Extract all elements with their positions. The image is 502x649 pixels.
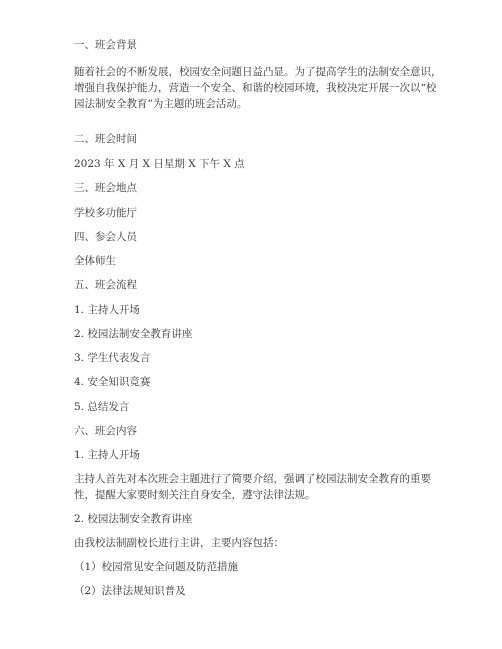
meeting-location: 学校多功能厅 [74,207,137,219]
content-subheading: 2. 校园法制安全教育讲座 [74,513,193,525]
flow-item: 5. 总结发言 [74,401,130,413]
flow-item: 3. 学生代表发言 [74,352,151,364]
flow-item: 4. 安全知识竞赛 [74,376,151,388]
section-heading-flow: 五、班会流程 [74,279,137,291]
paragraph-opening: 主持人首先对本次班会主题进行了简要介绍，强调了校园法制安全教育的重要性，提醒大家要时刻关注自身安全，遵守法律法规。 [74,473,431,501]
meeting-time: 2023 年 X 月 X 日星期 X 下午 X 点 [74,158,245,170]
lecture-item: （1）校园常见安全问题及防范措施 [74,561,239,573]
attendees: 全体师生 [74,255,116,267]
paragraph-background: 随着社会的不断发展，校园安全问题日益凸显。为了提高学生的法制安全意识，增强自我保护能力，营造一个安全、和谐的校园环境，我校决定开展一次以“校园法制安全教育”为主题的班会活动。 [74,66,442,110]
lecture-intro: 由我校法制副校长进行主讲，主要内容包括： [74,537,284,549]
section-heading-content: 六、班会内容 [74,425,137,437]
section-heading-background: 一、班会背景 [74,39,137,51]
lecture-item: （2）法律法规知识普及 [74,585,186,597]
section-heading-time: 二、班会时间 [74,133,137,145]
content-subheading: 1. 主持人开场 [74,449,140,461]
section-heading-attendees: 四、参会人员 [74,231,137,243]
flow-item: 2. 校园法制安全教育讲座 [74,328,193,340]
section-heading-location: 三、班会地点 [74,182,137,194]
flow-item: 1. 主持人开场 [74,304,140,316]
